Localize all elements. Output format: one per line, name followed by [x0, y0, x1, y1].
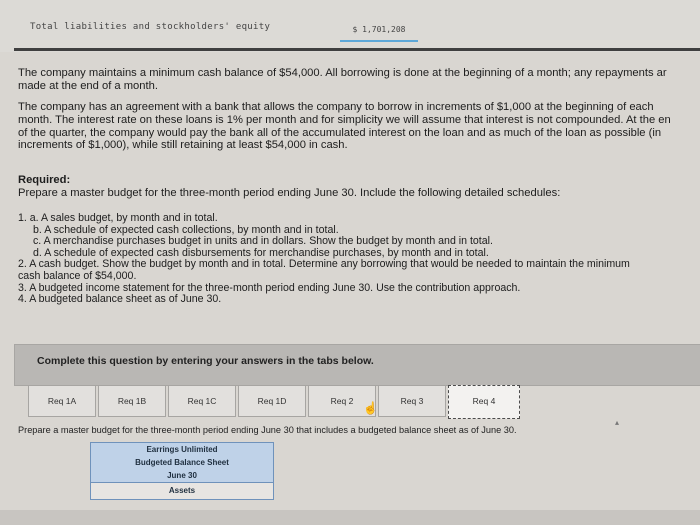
list-item: d. A schedule of expected cash disbursements for merchandise purchases, by month and in total. [33, 246, 489, 259]
intro-p2-line: of the quarter, the company would pay the bank all of the accumulated interest on the loan and as much of the loan as possible (in [18, 126, 662, 139]
tab-req-1d[interactable]: Req 1D [238, 385, 306, 417]
list-item: 4. A budgeted balance sheet as of June 30. [18, 293, 222, 306]
section-divider [14, 48, 700, 51]
list-item: 1. a. A sales budget, by month and in total. [18, 212, 218, 224]
caret-icon: ▴ [615, 418, 620, 427]
tab-req-1c[interactable]: Req 1C [168, 385, 236, 417]
tab-req-3[interactable]: Req 3 [378, 385, 446, 417]
company-name: Earrings Unlimited [146, 445, 218, 454]
list-item: cash balance of $54,000. [18, 269, 137, 282]
balance-sheet-date: June 30 [167, 471, 197, 480]
assets-row: Assets [90, 482, 274, 500]
tab-req-1b[interactable]: Req 1B [98, 385, 166, 417]
complete-question-label: Complete this question by entering your answers in the tabs below. [37, 355, 374, 367]
intro-paragraph-2 [18, 101, 671, 152]
list-item: c. A merchandise purchases budget in units and in dollars. Show the budget by month and in total. [33, 235, 493, 248]
list-item: b. A schedule of expected cash collections, by month and in total. [33, 223, 339, 236]
balance-sheet-title: Budgeted Balance Sheet [135, 458, 229, 467]
bottom-background [0, 510, 700, 525]
intro-paragraph-1 [18, 67, 667, 93]
tab-req-1a[interactable]: Req 1A [28, 385, 96, 417]
required-heading: Required: [18, 174, 71, 186]
intro-p1-line: made at the end of a month. [18, 79, 158, 92]
total-liabilities-label: Total liabilities and stockholders' equity [30, 22, 271, 32]
required-list [18, 213, 630, 306]
list-item: 3. A budgeted income statement for the three-month period ending June 30. Use the contribution approach. [18, 281, 521, 294]
tab-req-4[interactable]: Req 4 [448, 385, 520, 419]
balance-sheet-header [90, 442, 274, 482]
intro-p2-line: The company has an agreement with a bank that allows the company to borrow in increments of $1,000 at the beginning of each [18, 101, 654, 113]
intro-p1-line: The company maintains a minimum cash balance of $54,000. All borrowing is done at the beginning of a month; any repayments ar [18, 67, 667, 79]
intro-p2-line: month. The interest rate on these loans is 1% per month and for simplicity we will assume that interest is not compounded. At the en [18, 113, 671, 126]
prepare-instructions: Prepare a master budget for the three-month period ending June 30 that includes a budgeted balance sheet as of June 30. [18, 425, 517, 435]
budgeted-balance-sheet [90, 442, 274, 500]
list-item: 2. A cash budget. Show the budget by month and in total. Determine any borrowing that would be needed to maintain the minimum [18, 258, 630, 271]
tab-req-2[interactable]: Req 2 [308, 385, 376, 417]
total-liabilities-value: $ 1,701,208 [340, 22, 418, 42]
hand-pointer-icon: ☝ [363, 401, 378, 415]
intro-p2-line: increments of $1,000), while still retaining at least $54,000 in cash. [18, 139, 348, 152]
complete-question-box [14, 344, 700, 386]
required-text: Prepare a master budget for the three-month period ending June 30. Include the following detailed schedules: [18, 187, 561, 199]
